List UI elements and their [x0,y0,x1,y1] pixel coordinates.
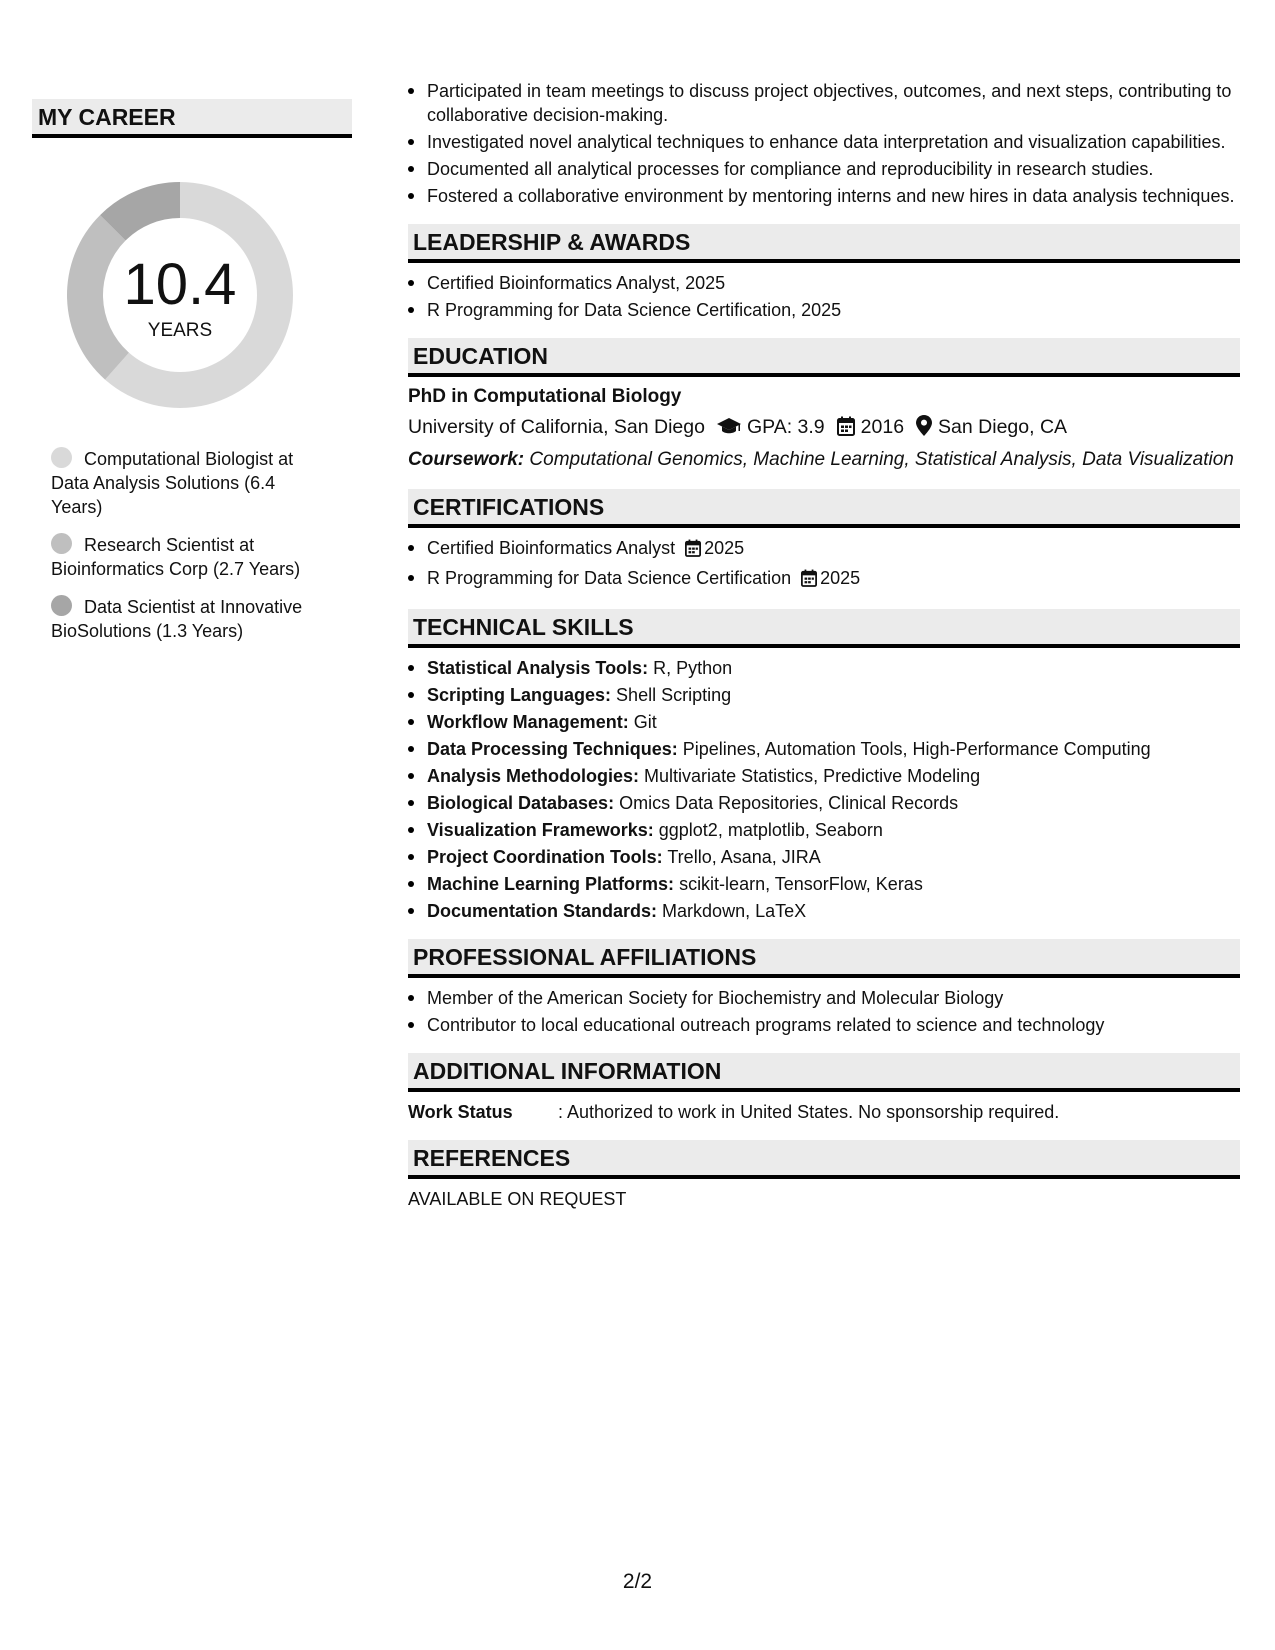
legend-label: Data Scientist at Innovative BioSolutions (1.3 Years) [51,597,303,641]
skill-values: ggplot2, matplotlib, Seaborn [658,820,883,840]
education-details [408,414,1240,443]
leadership-list [408,271,1240,322]
school-name: University of California, San Diego [408,416,705,438]
list-item [408,536,1240,563]
education-section [408,338,1240,473]
affiliations-list [408,986,1240,1037]
section-heading: CERTIFICATIONS [408,489,1240,528]
technical-skills-section [408,609,1240,923]
list-item [408,818,1240,842]
career-sidebar [32,99,352,657]
legend-item [51,447,331,519]
section-heading: ADDITIONAL INFORMATION [408,1053,1240,1092]
skill-category: Documentation Standards: [427,901,658,921]
list-item [408,764,1240,788]
legend-swatch [51,595,72,616]
cert-name: Certified Bioinformatics Analyst [427,538,676,558]
list-item [408,566,1240,593]
section-heading: PROFESSIONAL AFFILIATIONS [408,939,1240,978]
legend-label: Research Scientist at Bioinformatics Corp (2.7 Years) [51,535,301,579]
list-item [408,710,1240,734]
list-item [408,899,1240,923]
career-donut-chart [67,182,293,408]
certifications-list [408,536,1240,593]
list-item [408,737,1240,761]
list-item [408,845,1240,869]
section-heading: EDUCATION [408,338,1240,377]
list-item: Investigated novel analytical techniques to enhance data interpretation and visualization capabilities. [408,130,1240,154]
skill-values: Omics Data Repositories, Clinical Records [619,793,959,813]
legend-swatch [51,447,72,468]
skill-category: Statistical Analysis Tools: [427,658,649,678]
skill-category: Analysis Methodologies: [427,766,640,786]
experience-bullets [408,79,1240,208]
skill-values: Markdown, LaTeX [662,901,807,921]
list-item: Fostered a collaborative environment by mentoring interns and new hires in data analysis techniques. [408,184,1240,208]
total-years-value: 10.4 [123,252,237,317]
list-item: Documented all analytical processes for compliance and reproducibility in research studies. [408,157,1240,181]
coursework [408,447,1240,473]
legend-item [51,595,331,643]
calendar-icon [685,539,701,563]
cert-year: 2025 [820,568,861,588]
legend-label: Computational Biologist at Data Analysis Solutions (6.4 Years) [51,449,294,517]
work-status-label: Work Status [408,1102,513,1122]
certifications-section [408,489,1240,593]
list-item [408,791,1240,815]
affiliations-section [408,939,1240,1037]
list-item: Contributor to local educational outreach programs related to science and technology [408,1013,1240,1037]
skill-values: Multivariate Statistics, Predictive Modeling [644,766,981,786]
coursework-list: Computational Genomics, Machine Learning, Statistical Analysis, Data Visualization [529,449,1234,470]
references-section [408,1140,1240,1211]
skills-list [408,656,1240,923]
list-item [408,656,1240,680]
total-years-unit: YEARS [147,320,213,341]
section-heading: REFERENCES [408,1140,1240,1179]
leadership-section [408,224,1240,322]
degree-title: PhD in Computational Biology [408,386,682,407]
work-status-value: : Authorized to work in United States. No sponsorship required. [558,1102,1060,1122]
skill-category: Project Coordination Tools: [427,847,663,867]
skill-values: Trello, Asana, JIRA [667,847,821,867]
skill-values: R, Python [653,658,733,678]
section-heading: LEADERSHIP & AWARDS [408,224,1240,263]
map-pin-icon [916,415,932,443]
skill-category: Data Processing Techniques: [427,739,678,759]
coursework-label: Coursework: [408,449,525,470]
list-item [408,683,1240,707]
list-item: Certified Bioinformatics Analyst, 2025 [408,271,1240,295]
cert-name: R Programming for Data Science Certification [427,568,792,588]
page-number: 2/2 [622,1570,653,1593]
career-heading: MY CAREER [32,99,352,138]
legend-swatch [51,533,72,554]
section-heading: TECHNICAL SKILLS [408,609,1240,648]
graduation-year: 2016 [860,416,905,438]
skill-category: Biological Databases: [427,793,615,813]
work-status-row [408,1100,1240,1124]
skill-category: Workflow Management: [427,712,629,732]
list-item [408,872,1240,896]
additional-info-section [408,1053,1240,1124]
donut-center [67,182,293,408]
skill-values: scikit-learn, TensorFlow, Keras [679,874,923,894]
calendar-icon [837,416,855,443]
career-legend [51,447,331,643]
legend-item [51,533,331,581]
school-location: San Diego, CA [938,416,1068,438]
skill-values: Shell Scripting [616,685,732,705]
gpa-value: GPA: 3.9 [746,416,825,438]
skill-values: Git [633,712,657,732]
skill-category: Scripting Languages: [427,685,612,705]
cert-year: 2025 [704,538,745,558]
calendar-icon [801,569,817,593]
skill-values: Pipelines, Automation Tools, High-Performance Computing [682,739,1151,759]
references-text: AVAILABLE ON REQUEST [408,1189,627,1209]
list-item: R Programming for Data Science Certification, 2025 [408,298,1240,322]
list-item: Participated in team meetings to discuss project objectives, outcomes, and next steps, contributing to collaborative decision-making. [408,79,1240,127]
resume-main [408,79,1240,1211]
list-item: Member of the American Society for Biochemistry and Molecular Biology [408,986,1240,1010]
graduation-cap-icon [717,416,741,443]
skill-category: Machine Learning Platforms: [427,874,675,894]
skill-category: Visualization Frameworks: [427,820,654,840]
